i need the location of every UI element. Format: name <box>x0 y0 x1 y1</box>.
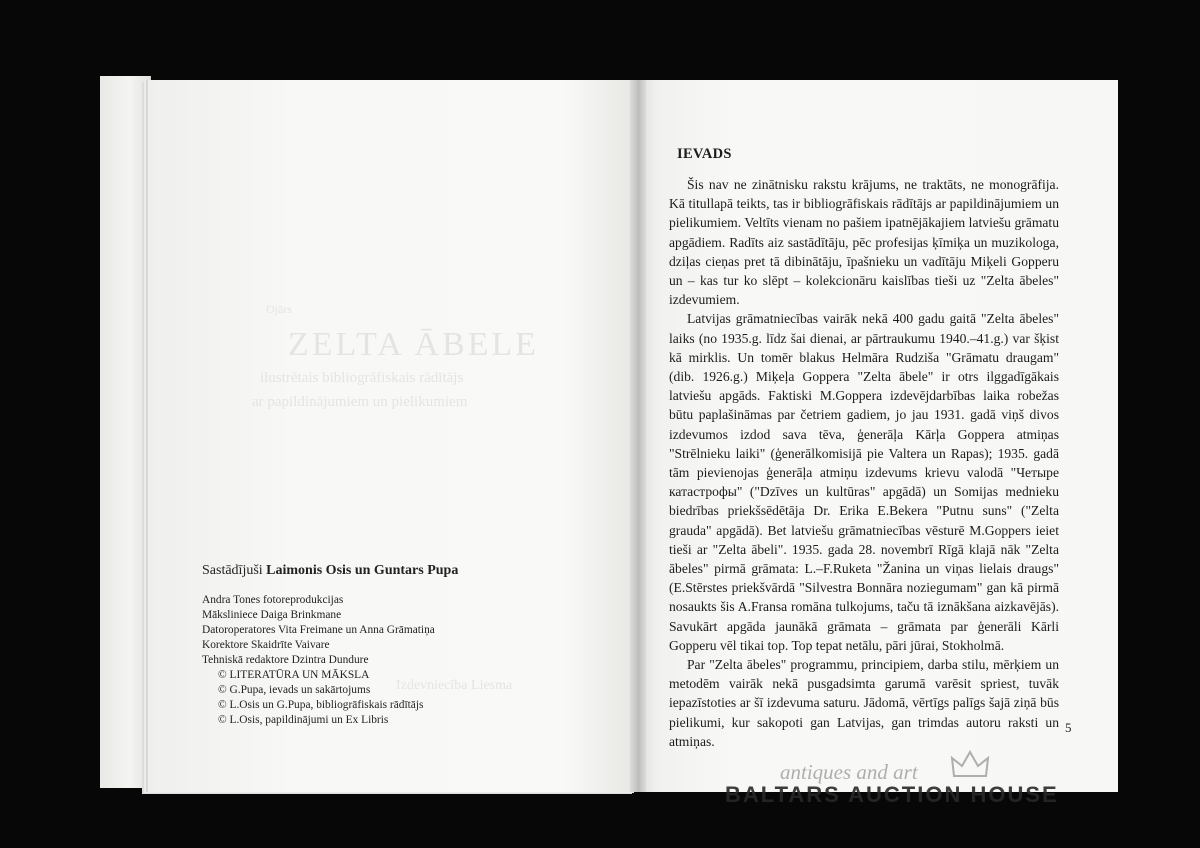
ghost-title: ZELTA ĀBELE <box>288 326 539 363</box>
copyright-line: © L.Osis un G.Pupa, bibliogrāfiskais rādītājs <box>218 699 424 711</box>
watermark-house-name: BALTARS AUCTION HOUSE <box>725 782 1059 807</box>
section-heading: IEVADS <box>677 146 732 162</box>
book-gutter <box>630 80 646 792</box>
ghost-subtitle-1: ilustrētais bibliogrāfiskais rādītājs <box>260 370 464 386</box>
credits-block <box>202 563 458 728</box>
credit-line: Andra Tones fotoreprodukcijas <box>202 594 344 606</box>
compiled-by-prefix: Sastādījuši <box>202 563 263 578</box>
credit-line: Māksliniece Daiga Brinkmane <box>202 609 342 621</box>
credit-line: Korektore Skaidrīte Vaivare <box>202 639 330 651</box>
ghost-title-small: Ojārs <box>266 302 292 316</box>
credit-line: Datoroperatores Vita Freimane un Anna Grāmatiņa <box>202 624 435 636</box>
introduction-text <box>669 146 1059 751</box>
compiled-by <box>202 563 458 579</box>
paragraph: Latvijas grāmatniecības vairāk nekā 400 gadu gaitā "Zelta ābeles" laiks (no 1935.g. līdz šai dienai, ar pārtraukumu 1940.–41.g.) var šķist kā mirklis. Un tomēr blakus Helmāra Rudziša "Grāmatu draugam" (dib. 1926.g.) Miķeļa Goppera "Zelta ābele" ir otrs ilggadīgākais latviešu apgāds. Faktiski M.Goppera izdevējdarbības laika robežas būtu paplašināmas par četriem gadiem, jo jau 1931. gadā viņš divos izdevumos izdod sava tēva, ģenerāļa Kārļa Goppera atmiņas "Strēlnieku laiki" (ģenerālkomisijā pie Valtera un Rapas); 1935. gadā tām pievienojas ģenerāļa atmiņu izdevums krievu valodā "Четыре катастрофы" ("Dzīves un kultūras" apgādā) un Somijas mednieku biedrības priekšsēdētāja Dr. Erika E.Bekera "Putnu suns" ("Zelta grauda" apgādā). Bet latviešu grāmatniecības vēsturē M.Goppers ieiet tieši ar "Zelta ābeli". 1935. gada 28. novembrī Rīgā klajā nāk "Zelta ābeles" pirmā grāmata: L.–F.Ruketa "Žanina un viņas lielais draugs" (E.Stērstes priekšvārdā "Silvestra Bonnāra noziegumam" gan kā pirmā nosaukts šis A.Fransa romāna tulkojums, taču tā iznākšana aizkavējās). Savukārt apgāda jaunākā grāmata – grāmata par ģenerāli Kārli Gopperu vēl tikai top. Top tepat netālu, pāri jūrai, Stokholmā. <box>669 311 1059 653</box>
paragraph: Par "Zelta ābeles" programmu, principiem, darba stilu, mērķiem un metodēm vairāk nekā pusgadsimta garumā varēsit spriest, tuvāk iepazīstoties ar šī izdevuma saturu. Jādomā, vērtīgs palīgs šajā ziņā būs pielikumi, kur sakopoti gan Latvijas, gan trimdas autoru raksti un atmiņas. <box>669 657 1059 749</box>
crown-icon <box>950 750 990 780</box>
compiled-by-names: Laimonis Osis un Guntars Pupa <box>266 563 459 578</box>
ghost-subtitle-2: ar papildinājumiem un pielikumiem <box>252 394 468 410</box>
page-stack-edge <box>100 76 151 788</box>
page-number: 5 <box>1065 720 1072 735</box>
credit-line: Tehniskā redaktore Dzintra Dundure <box>202 654 369 666</box>
copyright-line: © G.Pupa, ievads un sakārtojums <box>218 684 371 696</box>
watermark <box>725 760 1059 807</box>
paragraph: Šis nav ne zinātnisku rakstu krājums, ne traktāts, ne monogrāfija. Kā titullapā teikts, tas ir bibliogrāfiskais rādītājs ar papildinājumiem un pielikumiem. Veltīts vienam no pašiem ipatnējākajiem latviešu grāmatu apgādiem. Radīts aiz sastādītāju, pēc profesijas ķīmiķa un muzikologa, dziļas cieņas pret tā dibinātāju, īpašnieku un vadītāju Miķeli Gopperu un – kas tur ko slēpt – kolekcionāru kaislības tieši uz "Zelta ābeles" izdevumiem. <box>669 177 1059 308</box>
copyright-line: © L.Osis, papildinājumi un Ex Libris <box>218 714 389 726</box>
copyright-line: © LITERATŪRA UN MĀKSLA <box>218 669 370 681</box>
watermark-tagline: antiques and art <box>780 760 918 784</box>
ghost-publisher: Izdevniecība Liesma <box>396 678 513 693</box>
